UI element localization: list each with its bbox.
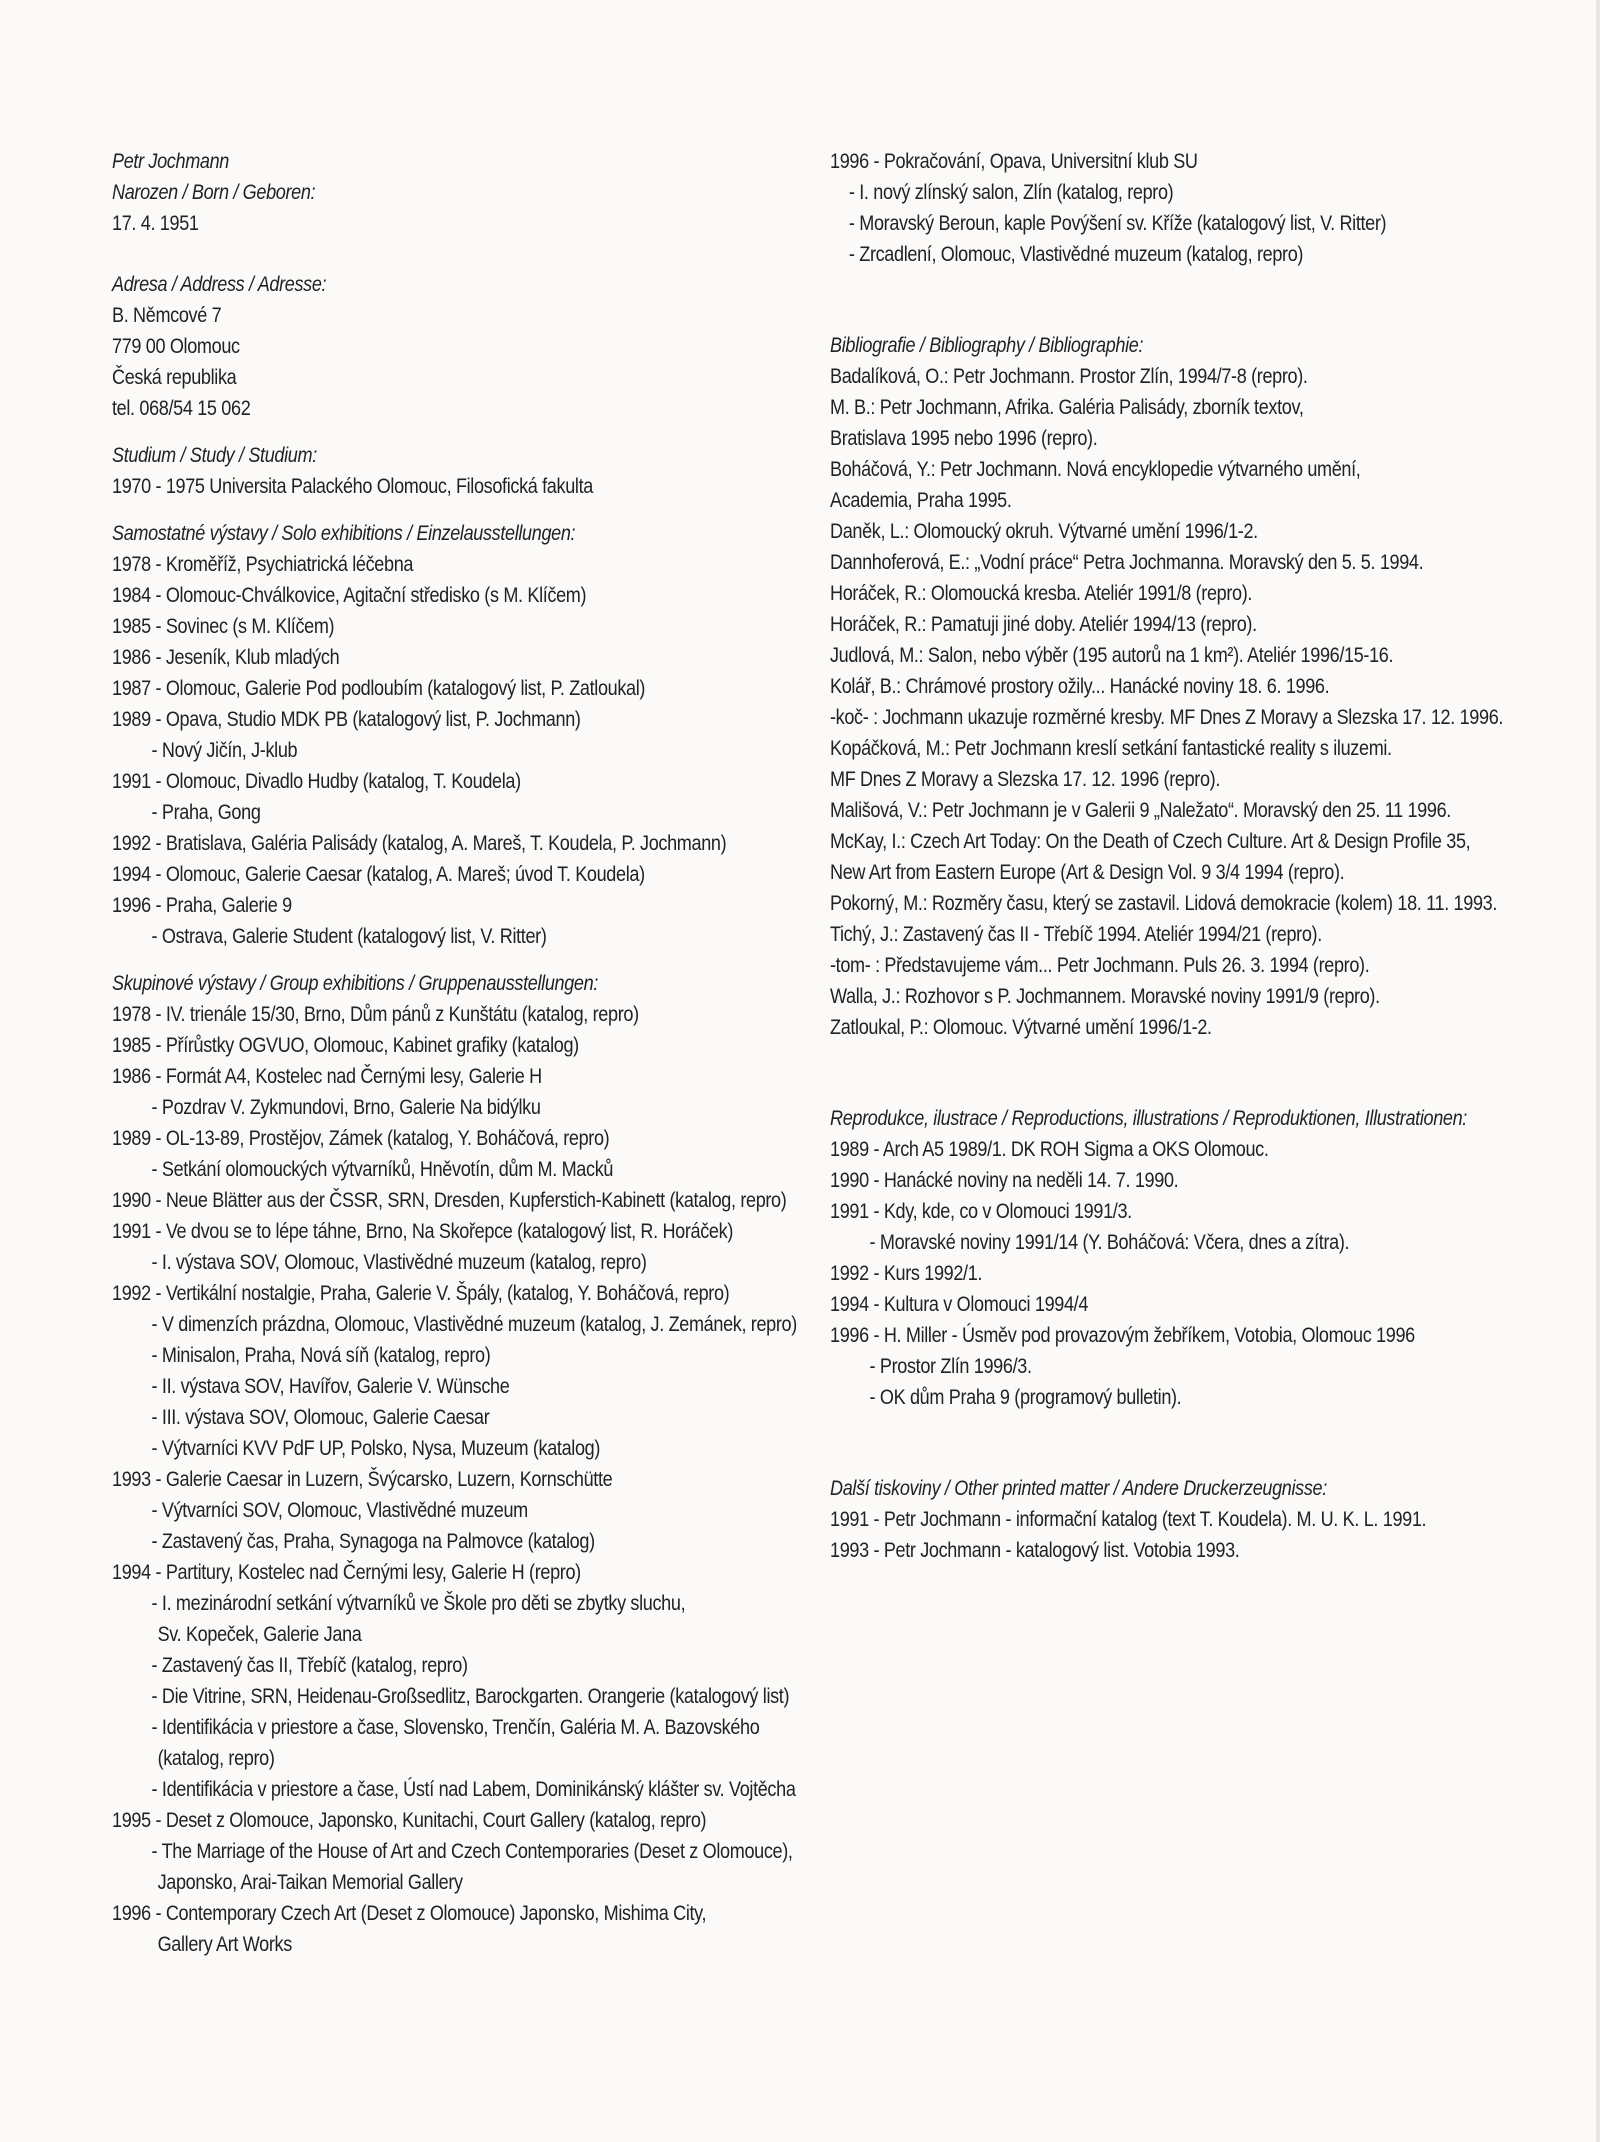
solo-entry: 1991 - Olomouc, Divadlo Hudby (katalog, T. Koudela) bbox=[112, 770, 521, 793]
group-entry: 1992 - Vertikální nostalgie, Praha, Galerie V. Špály, (katalog, Y. Boháčová, repro) bbox=[112, 1282, 730, 1305]
bibliography-entry: Zatloukal, P.: Olomouc. Výtvarné umění 1996/1-2. bbox=[830, 1016, 1212, 1039]
reproduction-entry: 1994 - Kultura v Olomouci 1994/4 bbox=[830, 1293, 1089, 1316]
solo-entry: - Nový Jičín, J-klub bbox=[151, 739, 298, 762]
group-entry: - V dimenzích prázdna, Olomouc, Vlastivědné muzeum (katalog, J. Zemánek, repro) bbox=[151, 1313, 797, 1336]
bibliography-entry: Walla, J.: Rozhovor s P. Jochmannem. Moravské noviny 1991/9 (repro). bbox=[830, 985, 1380, 1008]
group-entry: (katalog, repro) bbox=[157, 1747, 275, 1770]
bibliography-entry: Academia, Praha 1995. bbox=[830, 489, 1012, 512]
group-entry: 1996 - Pokračování, Opava, Universitní klub SU bbox=[830, 150, 1198, 173]
reproduction-entry: - OK dům Praha 9 (programový bulletin). bbox=[869, 1386, 1182, 1409]
group-entry: Sv. Kopeček, Galerie Jana bbox=[157, 1623, 362, 1646]
group-heading: Skupinové výstavy / Group exhibitions / Gruppenausstellungen: bbox=[112, 972, 598, 995]
bibliography-entry: Bratislava 1995 nebo 1996 (repro). bbox=[830, 427, 1098, 450]
bibliography-entry: Kopáčková, M.: Petr Jochmann kreslí setkání fantastické reality s iluzemi. bbox=[830, 737, 1392, 760]
group-entry: 1985 - Přírůstky OGVUO, Olomouc, Kabinet grafiky (katalog) bbox=[112, 1034, 579, 1057]
bibliography-entry: Boháčová, Y.: Petr Jochmann. Nová encyklopedie výtvarného umění, bbox=[830, 458, 1361, 481]
bibliography-entry: Dannhoferová, E.: „Vodní práce“ Petra Jochmanna. Moravský den 5. 5. 1994. bbox=[830, 551, 1424, 574]
group-entry: - I. nový zlínský salon, Zlín (katalog, repro) bbox=[848, 181, 1174, 204]
bibliography-entry: -tom- : Představujeme vám... Petr Jochmann. Puls 26. 3. 1994 (repro). bbox=[830, 954, 1370, 977]
group-entry: 1986 - Formát A4, Kostelec nad Černými lesy, Galerie H bbox=[112, 1065, 542, 1088]
group-entry: - Identifikácia v priestore a čase, Ústí nad Labem, Dominikánský klášter sv. Vojtěcha bbox=[151, 1778, 796, 1801]
bibliography-entry: M. B.: Petr Jochmann, Afrika. Galéria Palisády, zborník textov, bbox=[830, 396, 1304, 419]
page-edge bbox=[1596, 0, 1600, 2142]
reproductions-heading: Reprodukce, ilustrace / Reproductions, illustrations / Reproduktionen, Illustrationen: bbox=[830, 1107, 1467, 1130]
bibliography-entry: -koč- : Jochmann ukazuje rozměrné kresby. MF Dnes Z Moravy a Slezska 17. 12. 1996. bbox=[830, 706, 1504, 729]
solo-entry: 1987 - Olomouc, Galerie Pod podloubím (katalogový list, P. Zatloukal) bbox=[112, 677, 646, 700]
group-entry: - Pozdrav V. Zykmundovi, Brno, Galerie Na bidýlku bbox=[151, 1096, 541, 1119]
group-entry: 1978 - IV. trienále 15/30, Brno, Dům pánů z Kunštátu (katalog, repro) bbox=[112, 1003, 639, 1026]
group-entry: - Minisalon, Praha, Nová síň (katalog, repro) bbox=[151, 1344, 491, 1367]
address-heading: Adresa / Address / Adresse: bbox=[112, 273, 327, 296]
reproduction-entry: 1992 - Kurs 1992/1. bbox=[830, 1262, 983, 1285]
solo-entry: 1986 - Jeseník, Klub mladých bbox=[112, 646, 340, 669]
bibliography-entry: MF Dnes Z Moravy a Slezska 17. 12. 1996 (repro). bbox=[830, 768, 1221, 791]
group-entry: 1996 - Contemporary Czech Art (Deset z Olomouce) Japonsko, Mishima City, bbox=[112, 1902, 707, 1925]
group-entry: 1989 - OL-13-89, Prostějov, Zámek (katalog, Y. Boháčová, repro) bbox=[112, 1127, 610, 1150]
address-line: Česká republika bbox=[112, 366, 237, 389]
group-entry: - Moravský Beroun, kaple Povýšení sv. Kříže (katalogový list, V. Ritter) bbox=[848, 212, 1387, 235]
address-line: tel. 068/54 15 062 bbox=[112, 397, 251, 420]
bibliography-entry: Mališová, V.: Petr Jochmann je v Galerii 9 „Naležato“. Moravský den 25. 11 1996. bbox=[830, 799, 1451, 822]
group-entry: - Zrcadlení, Olomouc, Vlastivědné muzeum (katalog, repro) bbox=[848, 243, 1304, 266]
born-heading: Narozen / Born / Geboren: bbox=[112, 181, 316, 204]
reproduction-entry: 1991 - Kdy, kde, co v Olomouci 1991/3. bbox=[830, 1200, 1132, 1223]
group-entry: - I. výstava SOV, Olomouc, Vlastivědné muzeum (katalog, repro) bbox=[151, 1251, 647, 1274]
solo-entry: 1994 - Olomouc, Galerie Caesar (katalog, A. Mareš; úvod T. Koudela) bbox=[112, 863, 645, 886]
group-entry: 1994 - Partitury, Kostelec nad Černými lesy, Galerie H (repro) bbox=[112, 1561, 581, 1584]
bibliography-entry: Daněk, L.: Olomoucký okruh. Výtvarné umění 1996/1-2. bbox=[830, 520, 1258, 543]
bibliography-entry: Horáček, R.: Olomoucká kresba. Ateliér 1991/8 (repro). bbox=[830, 582, 1253, 605]
group-entry: - The Marriage of the House of Art and Czech Contemporaries (Deset z Olomouce), bbox=[151, 1840, 793, 1863]
solo-entry: - Ostrava, Galerie Student (katalogový list, V. Ritter) bbox=[151, 925, 547, 948]
solo-entry: - Praha, Gong bbox=[151, 801, 261, 824]
bibliography-entry: Judlová, M.: Salon, nebo výběr (195 autorů na 1 km²). Ateliér 1996/15-16. bbox=[830, 644, 1394, 667]
study-heading: Studium / Study / Studium: bbox=[112, 444, 317, 467]
born-date: 17. 4. 1951 bbox=[112, 212, 199, 235]
group-entry: 1990 - Neue Blätter aus der ČSSR, SRN, Dresden, Kupferstich-Kabinett (katalog, repro) bbox=[112, 1189, 787, 1212]
reproduction-entry: 1996 - H. Miller - Úsměv pod provazovým žebříkem, Votobia, Olomouc 1996 bbox=[830, 1324, 1415, 1347]
reproduction-entry: - Prostor Zlín 1996/3. bbox=[869, 1355, 1032, 1378]
group-entry: - I. mezinárodní setkání výtvarníků ve Škole pro děti se zbytky sluchu, bbox=[151, 1592, 686, 1615]
group-entry: - III. výstava SOV, Olomouc, Galerie Caesar bbox=[151, 1406, 490, 1429]
group-entry: - Setkání olomouckých výtvarníků, Hněvotín, dům M. Macků bbox=[151, 1158, 614, 1181]
reproduction-entry: - Moravské noviny 1991/14 (Y. Boháčová: Včera, dnes a zítra). bbox=[869, 1231, 1350, 1254]
address-line: 779 00 Olomouc bbox=[112, 335, 240, 358]
group-entry: - Identifikácia v priestore a čase, Slovensko, Trenčín, Galéria M. A. Bazovského bbox=[151, 1716, 760, 1739]
group-entry: - Výtvarníci SOV, Olomouc, Vlastivědné muzeum bbox=[151, 1499, 528, 1522]
group-entry: 1991 - Ve dvou se to lépe táhne, Brno, Na Skořepce (katalogový list, R. Horáček) bbox=[112, 1220, 733, 1243]
right-column bbox=[830, 146, 1570, 1566]
other-printed-entry: 1993 - Petr Jochmann - katalogový list. Votobia 1993. bbox=[830, 1539, 1240, 1562]
group-entry: - II. výstava SOV, Havířov, Galerie V. Wünsche bbox=[151, 1375, 510, 1398]
group-entry: 1993 - Galerie Caesar in Luzern, Švýcarsko, Luzern, Kornschütte bbox=[112, 1468, 613, 1491]
group-entry: - Die Vitrine, SRN, Heidenau-Großsedlitz, Barockgarten. Orangerie (katalogový list) bbox=[151, 1685, 790, 1708]
group-entry: - Zastavený čas, Praha, Synagoga na Palmovce (katalog) bbox=[151, 1530, 595, 1553]
bibliography-entry: Tichý, J.: Zastavený čas II - Třebíč 1994. Ateliér 1994/21 (repro). bbox=[830, 923, 1322, 946]
left-column bbox=[112, 146, 817, 1960]
study-entry: 1970 - 1975 Universita Palackého Olomouc, Filosofická fakulta bbox=[112, 475, 593, 498]
bibliography-entry: McKay, I.: Czech Art Today: On the Death of Czech Culture. Art & Design Profile 35, bbox=[830, 830, 1471, 853]
solo-entry: 1996 - Praha, Galerie 9 bbox=[112, 894, 292, 917]
group-entry: - Zastavený čas II, Třebíč (katalog, repro) bbox=[151, 1654, 468, 1677]
bibliography-entry: Pokorný, M.: Rozměry času, který se zastavil. Lidová demokracie (kolem) 18. 11. 1993. bbox=[830, 892, 1498, 915]
group-entry: Gallery Art Works bbox=[157, 1933, 292, 1956]
solo-entry: 1984 - Olomouc-Chválkovice, Agitační středisko (s M. Klíčem) bbox=[112, 584, 587, 607]
bibliography-entry: Badalíková, O.: Petr Jochmann. Prostor Zlín, 1994/7-8 (repro). bbox=[830, 365, 1308, 388]
address-line: B. Němcové 7 bbox=[112, 304, 222, 327]
bibliography-entry: Kolář, B.: Chrámové prostory ožily... Hanácké noviny 18. 6. 1996. bbox=[830, 675, 1330, 698]
bibliography-entry: New Art from Eastern Europe (Art & Design Vol. 9 3/4 1994 (repro). bbox=[830, 861, 1345, 884]
other-printed-heading: Další tiskoviny / Other printed matter / Andere Druckerzeugnisse: bbox=[830, 1477, 1327, 1500]
solo-entry: 1978 - Kroměříž, Psychiatrická léčebna bbox=[112, 553, 414, 576]
solo-entry: 1992 - Bratislava, Galéria Palisády (katalog, A. Mareš, T. Koudela, P. Jochmann) bbox=[112, 832, 727, 855]
bibliography-heading: Bibliografie / Bibliography / Bibliographie: bbox=[830, 334, 1144, 357]
other-printed-entry: 1991 - Petr Jochmann - informační katalog (text T. Koudela). M. U. K. L. 1991. bbox=[830, 1508, 1427, 1531]
bibliography-entry: Horáček, R.: Pamatuji jiné doby. Ateliér 1994/13 (repro). bbox=[830, 613, 1257, 636]
group-entry: Japonsko, Arai-Taikan Memorial Gallery bbox=[157, 1871, 463, 1894]
group-entry: 1995 - Deset z Olomouce, Japonsko, Kunitachi, Court Gallery (katalog, repro) bbox=[112, 1809, 707, 1832]
solo-heading: Samostatné výstavy / Solo exhibitions / Einzelausstellungen: bbox=[112, 522, 576, 545]
reproduction-entry: 1990 - Hanácké noviny na neděli 14. 7. 1990. bbox=[830, 1169, 1179, 1192]
group-entry: - Výtvarníci KVV PdF UP, Polsko, Nysa, Muzeum (katalog) bbox=[151, 1437, 601, 1460]
solo-entry: 1985 - Sovinec (s M. Klíčem) bbox=[112, 615, 335, 638]
solo-entry: 1989 - Opava, Studio MDK PB (katalogový list, P. Jochmann) bbox=[112, 708, 581, 731]
artist-name: Petr Jochmann bbox=[112, 150, 230, 173]
reproduction-entry: 1989 - Arch A5 1989/1. DK ROH Sigma a OKS Olomouc. bbox=[830, 1138, 1269, 1161]
